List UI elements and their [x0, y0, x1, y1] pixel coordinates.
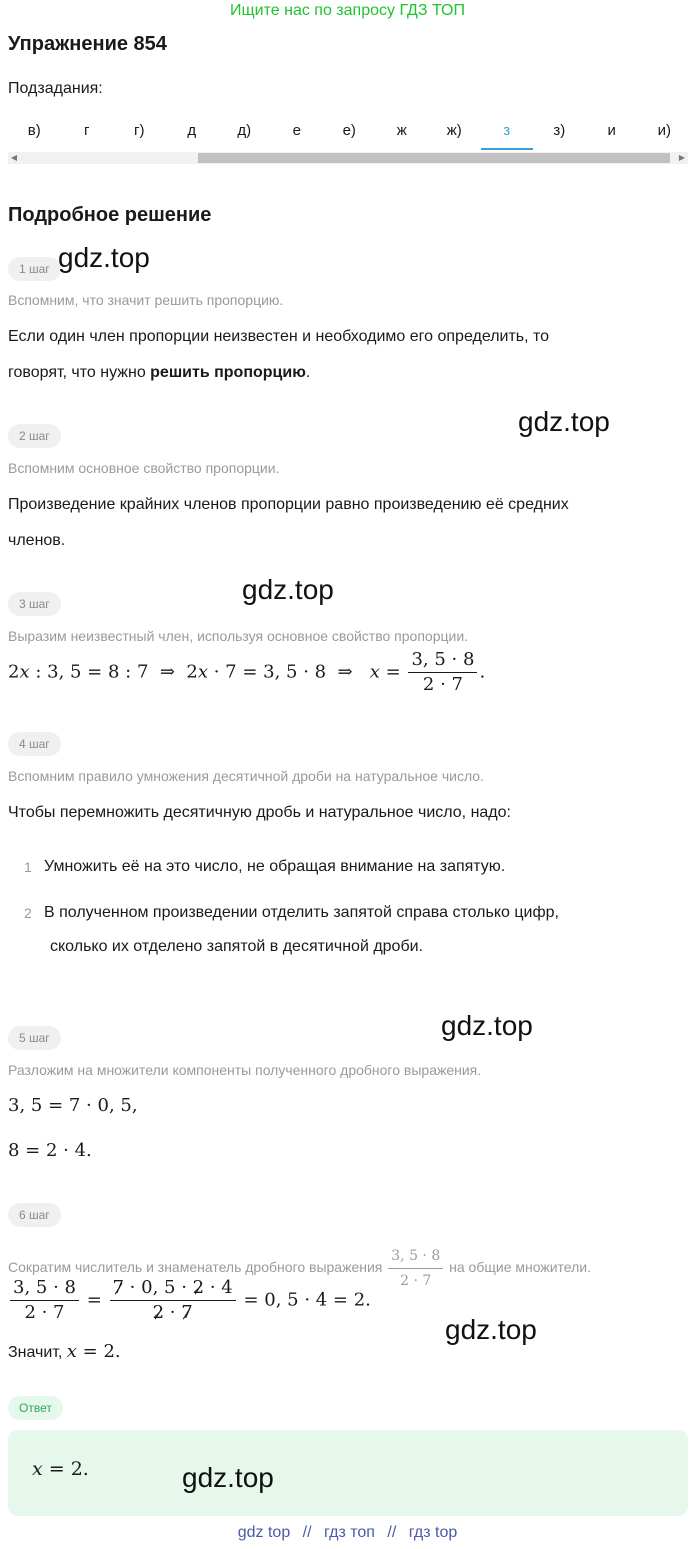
list-item-2-text-line2: сколько их отделено запятой в десятичной дроби.: [50, 938, 423, 955]
subtask-tabs: [8, 118, 688, 150]
step-2-hint: Вспомним основное свойство пропорции.: [8, 460, 280, 476]
tab-e-paren[interactable]: е): [342, 122, 356, 139]
step-1-text-bold: решить пропорцию: [150, 364, 306, 381]
footer-links: [0, 1524, 695, 1542]
step-4-intro: Чтобы перемножить десятичную дробь и натуральное число, надо:: [8, 804, 511, 821]
step-6-conclusion-text: Значит,: [8, 1344, 63, 1361]
step-1-text-plain: говорят, что нужно: [8, 364, 151, 381]
answer-box: [8, 1430, 688, 1516]
step-2-text-line1: Произведение крайних членов пропорции равно произведению её средних: [8, 496, 569, 513]
step-3-hint: Выразим неизвестный член, используя основное свойство пропорции.: [8, 628, 469, 644]
step-5-formula-2: 8 = 2 · 4.: [8, 1140, 92, 1161]
step-1-text-end: .: [305, 364, 311, 381]
step-3-formula: 2x : 3, 5 = 8 : 7 ⇒ 2x · 7 = 3, 5 · 8 ⇒ x = $\frac{3, 5 \cdot 8}{2 \cdot 7}$ .: [8, 649, 486, 695]
watermark-4: gdz.top: [441, 1010, 533, 1041]
step-3-badge: 3 шаг: [8, 592, 61, 616]
list-item-1-text: Умножить её на это число, не обращая внимание на запятую.: [44, 858, 506, 875]
step-1-hint: Вспомним, что значит решить пропорцию.: [8, 292, 284, 308]
step-2-badge: 2 шаг: [8, 424, 61, 448]
step-6-formula: $\frac{3, 5 \cdot 8}{2 \cdot 7}$ = $\frac{7 \cdot 0, 5 \cdot 2 \cdot 4}{2 \cdot 7}$ = 0, 5 · 4 = 2.: [8, 1278, 371, 1323]
step-4-hint: Вспомним правило умножения десятичной дроби на натуральное число.: [8, 768, 484, 784]
step-6-badge: 6 шаг: [8, 1203, 61, 1227]
step-5-formula-1: 3, 5 = 7 · 0, 5,: [8, 1095, 138, 1116]
scroll-right-icon[interactable]: ▶: [678, 153, 686, 162]
section-title: Подробное решение: [8, 204, 212, 226]
tab-z-active[interactable]: з: [481, 118, 534, 150]
step-6-conclusion: [8, 1334, 688, 1371]
tabs-scrollbar[interactable]: [8, 152, 688, 164]
scrollbar-thumb[interactable]: [198, 153, 670, 163]
list-item-1-number: 1: [24, 859, 32, 875]
answer-formula: x = 2.: [32, 1458, 89, 1480]
tab-g-paren[interactable]: г): [134, 122, 145, 139]
tab-zh[interactable]: ж: [396, 122, 407, 139]
exercise-title: Упражнение 854: [8, 33, 167, 55]
list-item-2-text-line1: В полученном произведении отделить запятой справа столько цифр,: [44, 904, 559, 921]
footer-separator-2: //: [387, 1524, 397, 1541]
tab-d-paren[interactable]: д): [237, 122, 252, 139]
tab-g[interactable]: г: [84, 122, 90, 139]
step-6-hint-end: на общие множители.: [449, 1259, 591, 1276]
watermark-1: gdz.top: [58, 242, 150, 273]
step-5-badge: 5 шаг: [8, 1026, 61, 1050]
step-6-hint-fraction: $\frac{3, 5 \cdot 8}{2 \cdot 7}$: [388, 1246, 443, 1291]
tab-zh-paren[interactable]: ж): [446, 122, 462, 139]
list-item-2-number: 2: [24, 905, 32, 921]
footer-link-gdz-top-ru[interactable]: гдз топ: [324, 1524, 375, 1541]
tab-i[interactable]: и: [607, 122, 616, 139]
step-2-text-line2: членов.: [8, 532, 66, 549]
footer-link-gdz-top[interactable]: gdz top: [237, 1524, 291, 1541]
step-1-badge: 1 шаг: [8, 257, 61, 281]
footer-separator-1: //: [302, 1524, 312, 1541]
promo-banner[interactable]: Ищите нас по запросу ГДЗ ТОП: [230, 2, 465, 19]
tab-z-paren[interactable]: з): [553, 122, 566, 139]
tab-v[interactable]: в): [27, 122, 41, 139]
step-1-text-line1: Если один член пропорции неизвестен и необходимо его определить, то: [8, 328, 550, 345]
step-6-hint-start: Сократим числитель и знаменатель дробного выражения: [8, 1259, 383, 1276]
tab-e[interactable]: е: [292, 122, 301, 139]
watermark-2: gdz.top: [518, 406, 610, 437]
tab-d[interactable]: д: [187, 122, 197, 139]
footer-link-gdz-top-mixed[interactable]: гдз top: [408, 1524, 458, 1541]
step-1-text-line2: [8, 355, 688, 391]
answer-badge: Ответ: [8, 1396, 63, 1420]
step-6-conclusion-math: x = 2.: [66, 1341, 121, 1362]
scroll-left-icon[interactable]: ◀: [10, 153, 18, 162]
watermark-6: gdz.top: [182, 1462, 274, 1493]
step-5-hint: Разложим на множители компоненты полученного дробного выражения.: [8, 1062, 482, 1078]
watermark-5: gdz.top: [445, 1314, 537, 1345]
tab-i-paren[interactable]: и): [657, 122, 671, 139]
step-4-badge: 4 шаг: [8, 732, 61, 756]
subtasks-label: Подзадания:: [8, 80, 103, 97]
watermark-3: gdz.top: [242, 574, 334, 605]
